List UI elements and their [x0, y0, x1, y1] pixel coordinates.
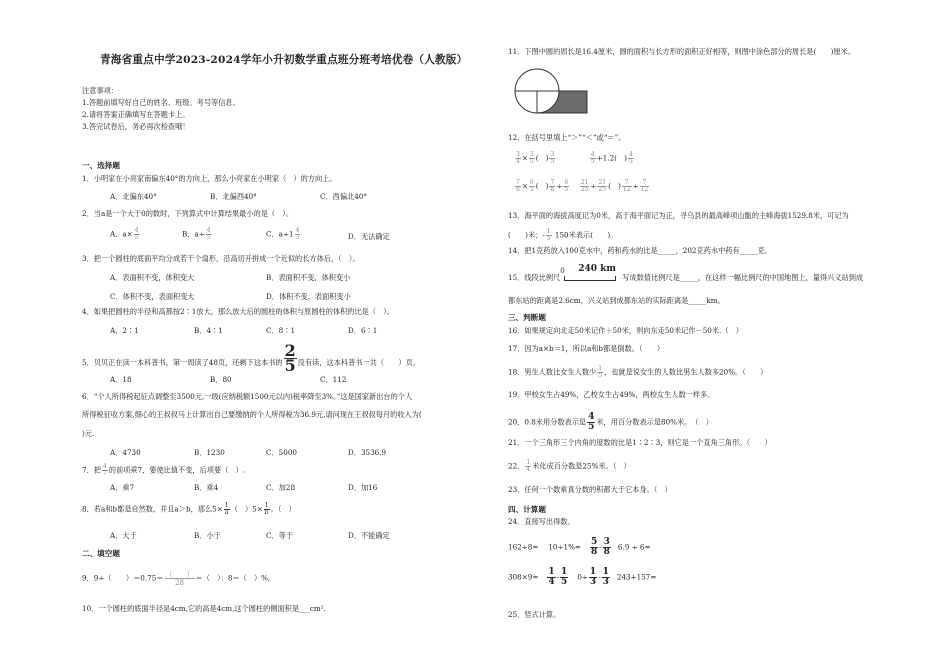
q3-text: 3．把一个圆柱的底面平均分成若干个扇形，沿高切开拼成一个近似的长方体后，（ ）。: [82, 254, 360, 263]
q11-text: 11．下图中圆的周长是16.4厘米，圆的面积与长方形的面积正好相等，则图中涂色部分的周长是( )厘米。: [508, 47, 856, 56]
q4-option-d: D．6∶1: [348, 326, 378, 335]
scale-bar: 0 240 km: [560, 270, 622, 282]
q5-option-a: A．18: [110, 375, 132, 384]
q20-text: 20．0.8米用分数表示是 $\frac{4}{5}$ 米，用百分数表示是80%米。 （ ）: [508, 412, 713, 432]
q21-text: 21．一个三角形三个内角的度数的比是1∶2∶3，则它是一个直角三角形。（ ）: [508, 438, 772, 447]
q7-option-a: A．乘7: [110, 483, 135, 492]
section-choice: 一、选择题: [82, 161, 120, 170]
q5-option-c: C．112: [320, 375, 347, 384]
note-3: 3.答完试卷后，务必再次检查哦！: [82, 122, 190, 131]
notes-heading: 注意事项：: [82, 86, 118, 95]
q1-option-b: B．北偏西40°: [210, 192, 257, 201]
q10-text: 10．一个圆柱的底面半径是4cm,它的高是4cm,这个圆柱的侧面积是___cm².: [82, 604, 326, 613]
q6-option-c: C．5000: [266, 448, 297, 457]
q3-option-c: C．体积不变，表面积变大: [110, 292, 195, 301]
q24-text: 24．直接写出得数。: [508, 517, 575, 526]
q2-text: 2．当a是一个大于0的数时，下列算式中计算结果最小的是（ ）。: [82, 209, 294, 218]
q18-text: 18．男生人数比女生人数少 $\frac{1}{5}$ ，也就是说女生的人数比男生人数多20%。（ ）: [508, 365, 768, 379]
q7-option-d: D．加16: [348, 483, 378, 492]
q8-option-a: A．大于: [110, 531, 137, 540]
section-judge: 三、判断题: [508, 313, 546, 322]
page-title: 青海省重点中学2023-2024学年小升初数学重点班分班考培优卷（人教版）: [100, 54, 468, 66]
q12-text: 12．在括号里填上“＞”“＜”或“＝”。: [508, 133, 626, 142]
q9-text: 9．9÷（ ）＝0.75＝ $\frac{( )}{28}$ ＝（ ）：8＝（ ）%。: [82, 570, 276, 587]
q1-option-c: C．西偏北40°: [320, 192, 367, 201]
q3-option-d: D．体积不变，表面积变小: [266, 292, 351, 301]
q24-row-1: 162÷8= 10÷1%= $\frac{5}{8}$ - $\frac{3}{8}$ 6.9 ÷ 6=: [508, 537, 651, 557]
q3-option-a: A．表面积不变，体积变大: [110, 273, 195, 282]
q16-text: 16．如果规定向北走50米记作＋50米，则向东走50米记作－50米.（ ）: [508, 326, 743, 335]
q2-option-b: B．a÷ $\frac{4}{5}$: [182, 227, 211, 241]
q1-option-a: A．北偏东40°: [110, 192, 157, 201]
q5-text: 5．贝贝正在读一本科普书，第一周读了48页，还剩下这本书的 $\frac{2}{5}$ 没有读，这本科普书一共（ ）页。: [82, 341, 420, 375]
q17-text: 17．因为a×b＝1，所以a和b都是倒数。（ ）: [508, 344, 665, 353]
q4-text: 4．如果把圆柱的半径和高都按2∶1放大，那么放大后的圆柱的体积与原圆柱的体积的比是（ ）。: [82, 307, 394, 316]
q3-option-b: B．表面积不变，体积变小: [266, 273, 351, 282]
q6-option-a: A．4730: [110, 448, 141, 457]
q4-option-a: A．2∶1: [110, 326, 139, 335]
q13-line-1: 13．海平面的海拔高度记为0米，高于海平面记为正，寻乌县的最高峰项山甑的主峰海拔1529.8米，可记为: [508, 211, 849, 220]
note-1: 1.答题前填写好自己的姓名、班级、考号等信息。: [82, 98, 240, 107]
q6-line-1: 6．“个人所得税起征点调整至3500元,一级(应纳税额1500元以内)税率降至3%。”这是国家新出台的个人: [82, 392, 413, 401]
q8-option-c: C．等于: [266, 531, 294, 540]
note-2: 2.请将答案正确填写在答题卡上。: [82, 110, 190, 119]
q8-option-d: D．不能确定: [348, 531, 390, 540]
q2-option-a: A．a× $\frac{4}{5}$: [110, 227, 139, 241]
q7-option-b: B．乘4: [194, 483, 219, 492]
q12-row-2: $\frac{7}{8}$ × $\frac{6}{5}$ ( ) $\frac{7}{8}$ ÷ $\frac{6}{5}$ $\frac{21}{25}$ ÷ $\frac{21}{25}$ ( ) $\frac{7}{12}$ ÷ $\frac{7}{12}$: [516, 179, 649, 193]
q24-row-2: 308×9= $\frac{1}{4}$ - $\frac{1}{5}$ 0÷ $\frac{1}{3}$ - $\frac{1}{3}$ 243+157=: [508, 567, 657, 587]
section-fill: 二、填空题: [82, 549, 120, 558]
circle-rectangle-figure: [514, 63, 594, 121]
q5-option-b: B．80: [210, 375, 232, 384]
q25-text: 25．竖式计算。: [508, 610, 561, 619]
q12-row-1: $\frac{3}{4}$ × $\frac{3}{5}$ ( ) $\frac{3}{5}$ $\frac{4}{5}$ +1.2( ) $\frac{4}{5}$: [516, 151, 633, 165]
q6-option-b: B．1230: [194, 448, 225, 457]
q6-option-d: D．3536.9: [348, 448, 387, 457]
q2-option-d: D．无法确定: [348, 232, 390, 241]
q19-text: 19．甲校女生占49%，乙校女生占49%，两校女生人数一样多。: [508, 390, 715, 399]
q8-text: 8．若a和b都是自然数，并且a＞b，那么5× $\frac{1}{a}$ （ ）5× $\frac{1}{b}$ 。（ ）: [82, 502, 296, 516]
q4-option-c: C．8∶1: [266, 326, 296, 335]
q23-text: 23．任何一个数乘真分数的积都大于它本身。（ ）: [508, 485, 672, 494]
q7-option-c: C．加28: [266, 483, 296, 492]
section-calc: 四、计算题: [508, 505, 546, 514]
q4-option-b: B．4∶1: [194, 326, 223, 335]
q15-line-1: 15．线段比例尺 0 240 km 写成数值比例尺是_____，在这样一幅比例尺的中国地图上，量得兴义站到成: [508, 264, 864, 282]
q15-line-2: 都东站的距离是2.6cm，兴义站到成都东站的实际距离是_____km。: [508, 296, 725, 305]
q6-line-3: )元.: [82, 429, 95, 438]
q2-option-c: C．a÷1 $\frac{4}{5}$: [266, 227, 300, 241]
q22-text: 22． $\frac{1}{4}$ 米化成百分数是25%米。（ ）: [508, 459, 631, 473]
q13-line-2: ( )米；- $\frac{1}{5}$ 150米表示( )。: [508, 228, 618, 242]
q7-text: 7．把 $\frac{4}{7}$ 的前项乘7，要使比值不变，后项要（ ）.: [82, 463, 246, 477]
q14-text: 14．把1克药放入100克水中，药和药水的比是_____，202克药水中药有_____克.: [508, 246, 768, 255]
q6-line-2: 所得税征收方案,细心的王叔叔马上计算出自己要缴纳的个人所得税为36.9元,请问现在王叔叔每月的收入为(: [82, 410, 422, 419]
q1-text: 1．小明家在小亮家南偏东40°的方向上，那么小亮家在小明家（ ）的方向上。: [82, 174, 337, 183]
q8-option-b: B．小于: [194, 531, 221, 540]
